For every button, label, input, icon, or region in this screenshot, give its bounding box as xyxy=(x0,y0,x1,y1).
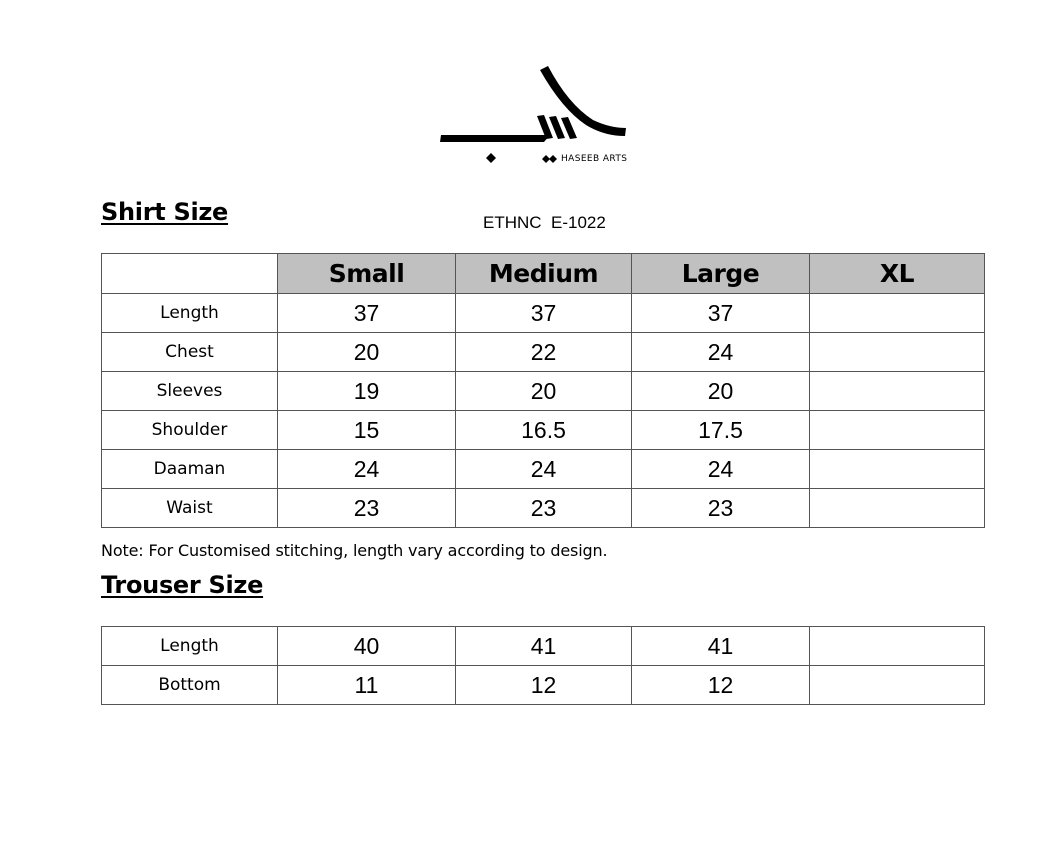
size-value xyxy=(810,372,985,411)
row-label: Waist xyxy=(102,489,278,528)
row-label: Bottom xyxy=(102,666,278,705)
brand-name: HASEEB ARTS xyxy=(561,154,628,164)
corner-cell xyxy=(102,254,278,294)
size-value: 17.5 xyxy=(632,411,810,450)
product-code: ETHNC E-1022 xyxy=(483,213,606,232)
size-value: 24 xyxy=(278,450,456,489)
table-row xyxy=(102,627,985,666)
size-value: 20 xyxy=(632,372,810,411)
shirt-size-title: Shirt Size xyxy=(101,198,229,226)
size-value xyxy=(810,627,985,666)
size-value: 22 xyxy=(456,333,632,372)
table-row xyxy=(102,666,985,705)
size-header-small: Small xyxy=(278,254,456,294)
row-label: Chest xyxy=(102,333,278,372)
table-row xyxy=(102,372,985,411)
size-header-large: Large xyxy=(632,254,810,294)
haseeb-arts-logo xyxy=(438,66,638,170)
size-value: 24 xyxy=(632,450,810,489)
trouser-size-title: Trouser Size xyxy=(101,571,264,599)
size-header-medium: Medium xyxy=(456,254,632,294)
size-value xyxy=(810,450,985,489)
size-value: 20 xyxy=(456,372,632,411)
size-value xyxy=(810,411,985,450)
size-value xyxy=(810,489,985,528)
size-value xyxy=(810,666,985,705)
row-label: Sleeves xyxy=(102,372,278,411)
size-value: 19 xyxy=(278,372,456,411)
size-header-xl: XL xyxy=(810,254,985,294)
size-value: 37 xyxy=(278,294,456,333)
shirt-size-table xyxy=(101,253,985,528)
size-value: 20 xyxy=(278,333,456,372)
size-value xyxy=(810,333,985,372)
size-value: 23 xyxy=(278,489,456,528)
table-row xyxy=(102,333,985,372)
size-value: 40 xyxy=(278,627,456,666)
row-label: Shoulder xyxy=(102,411,278,450)
size-value xyxy=(810,294,985,333)
table-row xyxy=(102,450,985,489)
shirt-header-row xyxy=(102,254,985,294)
size-value: 12 xyxy=(456,666,632,705)
size-value: 12 xyxy=(632,666,810,705)
row-label: Length xyxy=(102,627,278,666)
size-value: 24 xyxy=(632,333,810,372)
table-row xyxy=(102,294,985,333)
size-value: 23 xyxy=(632,489,810,528)
size-value: 41 xyxy=(456,627,632,666)
size-value: 15 xyxy=(278,411,456,450)
size-value: 23 xyxy=(456,489,632,528)
customisation-note: Note: For Customised stitching, length vary according to design. xyxy=(101,541,608,560)
row-label: Length xyxy=(102,294,278,333)
size-value: 16.5 xyxy=(456,411,632,450)
row-label: Daaman xyxy=(102,450,278,489)
table-row xyxy=(102,489,985,528)
size-value: 37 xyxy=(456,294,632,333)
size-value: 11 xyxy=(278,666,456,705)
size-value: 41 xyxy=(632,627,810,666)
table-row xyxy=(102,411,985,450)
size-value: 37 xyxy=(632,294,810,333)
trouser-size-table xyxy=(101,626,985,705)
size-value: 24 xyxy=(456,450,632,489)
